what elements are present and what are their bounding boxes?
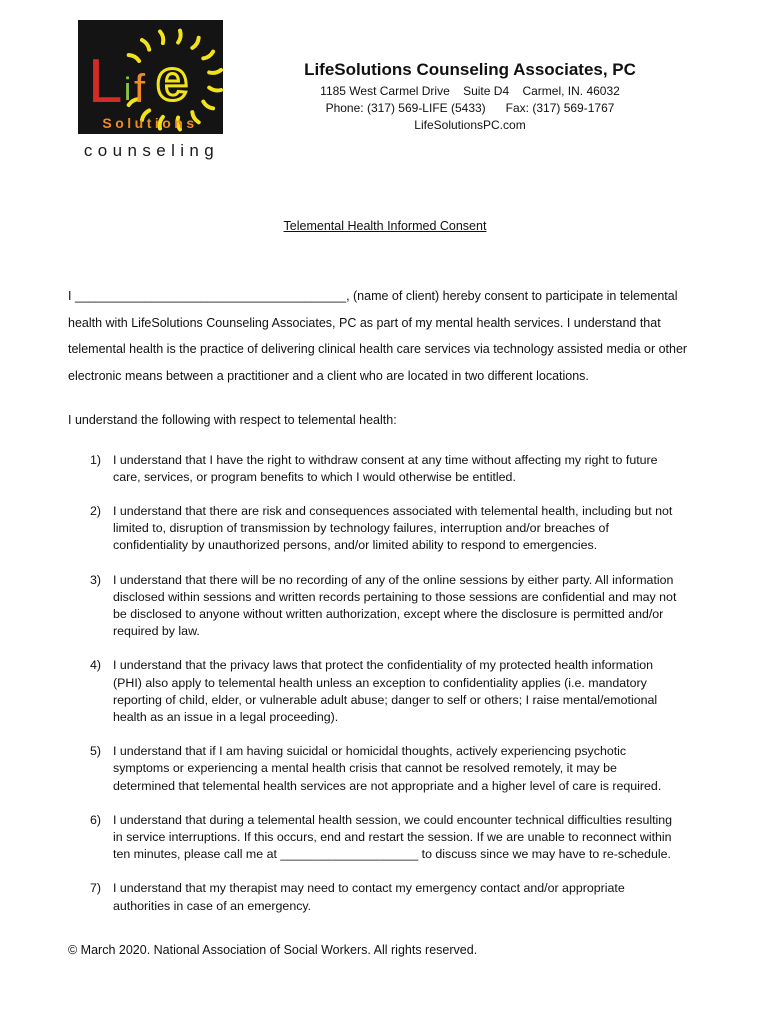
consent-item — [68, 452, 708, 486]
sun-ray — [192, 38, 198, 48]
item-text-line: determined that telemental health services are not appropriate and a higher level of care is required. — [113, 778, 662, 793]
logo-tagline: counseling — [83, 141, 220, 160]
item-number: 5) — [90, 744, 102, 759]
consent-item — [68, 657, 708, 726]
website-line: LifeSolutionsPC.com — [414, 118, 526, 132]
item-text-line: I understand that my therapist may need to contact my emergency contact and/or appropriate — [113, 881, 625, 896]
sun-ray — [129, 55, 139, 61]
item-text-line: care, services, or program benefits to which I would otherwise be entitled. — [113, 470, 516, 485]
sun-ray — [142, 40, 149, 50]
sun-ray — [178, 31, 181, 43]
sun-ray — [209, 70, 221, 73]
item-number: 6) — [90, 812, 102, 827]
item-text-line: in service interruptions. If this occurs, end and restart the session. If we are unable to reconnect within — [113, 829, 672, 844]
item-text-line: health as an issue in a legal proceeding). — [113, 709, 339, 724]
item-text-line: reporting of child, elder, or vulnerable adult abuse; danger to self or others; I raise mental/emotional — [113, 692, 658, 707]
sun-ray — [203, 52, 213, 59]
item-text-line: I understand that there will be no recording of any of the online sessions by either party. All information — [113, 572, 674, 587]
item-text-line: confidentiality by unauthorized persons, and/or limited ability to respond to emergencies. — [113, 538, 598, 553]
consent-list — [68, 452, 708, 915]
consent-item — [68, 572, 708, 641]
item-number: 1) — [90, 453, 102, 467]
item-text-line: limited to, disruption of transmission by technology failures, interruption and/or breaches of — [113, 521, 609, 536]
phone-fax-line: Phone: (317) 569-LIFE (5433) Fax: (317) 569-1767 — [325, 101, 615, 115]
sun-ray — [209, 88, 221, 91]
intro-line: telemental health is the practice of delivering clinical health care services via technology assisted media or other — [68, 342, 688, 356]
logo-letter-l: L — [88, 47, 123, 116]
organization-name: LifeSolutions Counseling Associates, PC — [304, 60, 636, 79]
intro-line: health with LifeSolutions Counseling Associates, PC as part of my mental health services. I understand that — [68, 315, 661, 330]
item-text-line: disclosed within sessions and written records pertaining to those sessions are confidential and may not — [113, 589, 677, 604]
intro-line: electronic means between a practitioner and a client who are located in two different locations. — [68, 368, 589, 383]
logo-letter-e: e — [155, 48, 189, 113]
logo-mark — [78, 20, 223, 134]
item-number: 7) — [90, 881, 102, 896]
address-line: 1185 West Carmel Drive Suite D4 Carmel, IN. 46032 — [320, 84, 620, 98]
intro-paragraph — [68, 283, 708, 389]
item-number: 4) — [90, 658, 102, 673]
item-text-line: be disclosed to anyone without written authorization, except where the disclosure is permitted and/or — [113, 606, 664, 621]
consent-item — [68, 503, 708, 555]
item-text-line: I understand that the privacy laws that protect the confidentiality of my protected health information — [113, 658, 653, 673]
company-logo — [78, 20, 225, 160]
copyright-notice: © March 2020. National Association of Social Workers. All rights reserved. — [68, 943, 478, 957]
intro-line: I _______________________________________, (name of client) hereby consent to participate in telemental — [68, 289, 678, 303]
logo-word-solutions: Solutions — [102, 115, 198, 131]
lead-sentence: I understand the following with respect to telemental health: — [68, 413, 397, 427]
document-title: Telemental Health Informed Consent — [283, 219, 487, 233]
item-number: 2) — [90, 503, 102, 518]
consent-item — [68, 743, 708, 795]
consent-item — [68, 812, 708, 864]
item-text-line: ten minutes, please call me at ____________________ to discuss since we may have to re-schedule. — [113, 847, 671, 862]
sun-ray — [160, 32, 163, 44]
consent-item — [68, 880, 708, 914]
item-text-line: (PHI) also apply to telemental health unless an exception to confidentiality applies (i.e. mandatory — [113, 675, 647, 690]
item-text-line: symptoms or experiencing a mental health crisis that cannot be resolved remotely, it may be — [113, 761, 617, 776]
logo-letter-i: i — [124, 71, 132, 107]
logo-letter-f: f — [134, 67, 146, 111]
sun-ray — [203, 102, 213, 109]
item-text-line: I understand that there are risk and consequences associated with telemental health, including but not — [113, 503, 673, 518]
item-text-line: authorities in case of an emergency. — [113, 898, 312, 913]
item-number: 3) — [90, 572, 102, 587]
item-text-line: required by law. — [113, 624, 200, 639]
letterhead — [250, 60, 690, 134]
logo-artwork — [78, 20, 223, 134]
item-text-line: I understand that I have the right to withdraw consent at any time without affecting my right to future — [113, 453, 658, 467]
item-text-line: I understand that during a telemental health session, we could encounter technical difficulties resulting — [113, 812, 673, 827]
item-text-line: I understand that if I am having suicidal or homicidal thoughts, actively experiencing psychotic — [113, 744, 627, 759]
